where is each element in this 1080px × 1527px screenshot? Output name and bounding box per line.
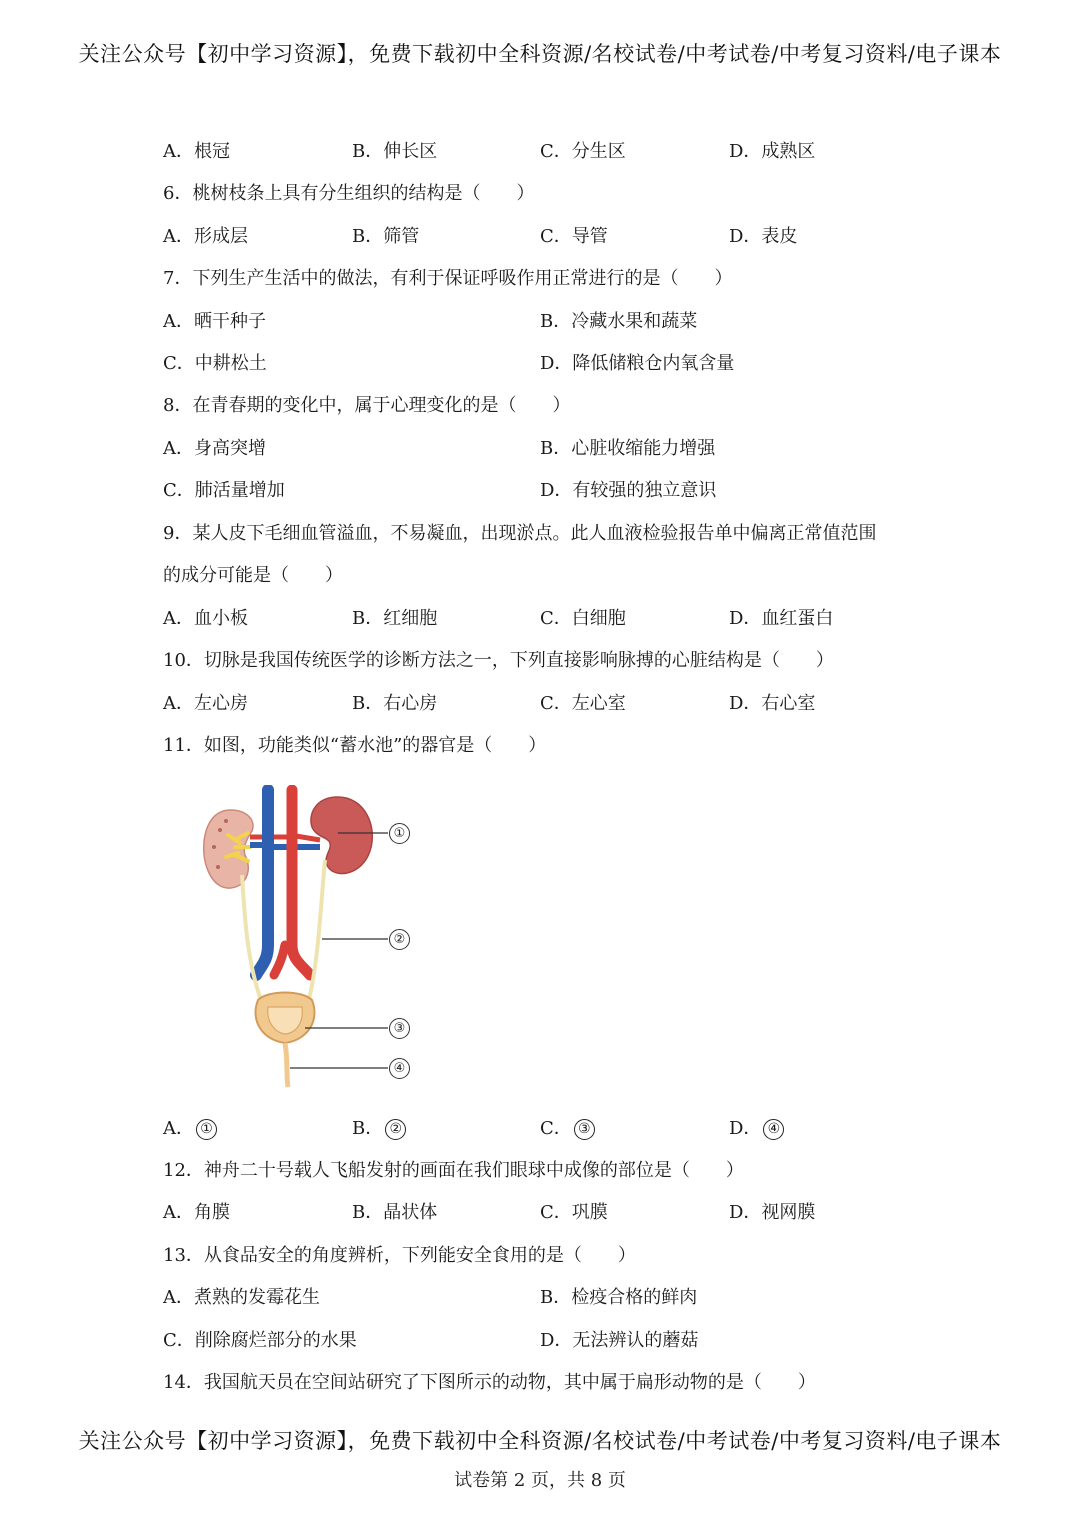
q9-option-b: B．红细胞 [352,608,438,629]
q12-option-a: A．角膜 [163,1202,230,1223]
q13-option-d: D．无法辨认的蘑菇 [540,1330,699,1351]
figure-label-3: ③ [389,1018,410,1039]
q11-option-c [540,1117,595,1141]
q5-option-b: B．伸长区 [352,141,438,162]
q11-option-b [352,1117,406,1141]
q7-option-b: B．冷藏水果和蔬菜 [540,311,698,332]
q5-option-c: C．分生区 [540,141,626,162]
q10-option-d: D．右心室 [729,693,816,714]
q9-option-c: C．白细胞 [540,608,626,629]
q11-option-c-mark: ③ [574,1119,595,1140]
q12-option-c: C．巩膜 [540,1202,608,1223]
q6-option-b: B．筛管 [352,226,420,247]
page-footer: 试卷第 2 页，共 8 页 [454,1470,626,1491]
q9-stem-line2: 的成分可能是（ ） [163,565,343,586]
q13-option-b: B．检疫合格的鲜肉 [540,1287,698,1308]
q13-stem: 13．从食品安全的角度辨析，下列能安全食用的是（ ） [163,1245,636,1266]
figure-label-2: ② [389,929,410,950]
q12-option-b: B．晶状体 [352,1202,438,1223]
q7-option-c: C．中耕松土 [163,353,267,374]
top-banner: 关注公众号【初中学习资源】，免费下载初中全科资源/名校试卷/中考试卷/中考复习资料/电子课本 [78,42,1002,66]
q8-option-b: B．心脏收缩能力增强 [540,438,716,459]
q6-option-d: D．表皮 [729,226,798,247]
urinary-system-figure [190,785,420,1090]
q5-option-a: A．根冠 [163,141,230,162]
q14-stem: 14．我国航天员在空间站研究了下图所示的动物，其中属于扁形动物的是（ ） [163,1372,816,1393]
q6-option-c: C．导管 [540,226,608,247]
q7-stem: 7．下列生产生活中的做法，有利于保证呼吸作用正常进行的是（ ） [163,268,733,289]
q9-stem-line1: 9．某人皮下毛细血管溢血，不易凝血，出现淤点。此人血液检验报告单中偏离正常值范围 [163,523,877,544]
q8-option-c: C．肺活量增加 [163,480,285,501]
q7-option-d: D．降低储粮仓内氧含量 [540,353,735,374]
q13-option-a: A．煮熟的发霉花生 [163,1287,320,1308]
q11-option-a [163,1117,217,1141]
q10-option-b: B．右心房 [352,693,438,714]
q9-option-d: D．血红蛋白 [729,608,834,629]
q5-option-d: D．成熟区 [729,141,816,162]
q11-option-b-mark: ② [385,1119,406,1140]
q11-stem: 11．如图，功能类似“蓄水池”的器官是（ ） [163,735,547,756]
q11-option-d-mark: ④ [763,1119,784,1140]
q7-option-a: A．晒干种子 [163,311,266,332]
q12-option-d: D．视网膜 [729,1202,816,1223]
figure-label-1: ① [389,823,410,844]
q6-stem: 6．桃树枝条上具有分生组织的结构是（ ） [163,183,535,204]
q8-option-a: A．身高突增 [163,438,266,459]
q8-stem: 8．在青春期的变化中，属于心理变化的是（ ） [163,395,571,416]
q10-stem: 10．切脉是我国传统医学的诊断方法之一，下列直接影响脉搏的心脏结构是（ ） [163,650,834,671]
q9-option-a: A．血小板 [163,608,248,629]
q11-option-c-letter: C． [540,1118,572,1139]
q6-option-a: A．形成层 [163,226,248,247]
q11-option-d [729,1117,784,1141]
bottom-banner: 关注公众号【初中学习资源】，免费下载初中全科资源/名校试卷/中考试卷/中考复习资料/电子课本 [78,1429,1002,1453]
q11-option-a-letter: A． [163,1118,194,1139]
figure-label-4: ④ [389,1058,410,1079]
q11-option-b-letter: B． [352,1118,384,1139]
q13-option-c: C．削除腐烂部分的水果 [163,1330,357,1351]
q10-option-c: C．左心室 [540,693,626,714]
q11-option-d-letter: D． [729,1118,762,1139]
q8-option-d: D．有较强的独立意识 [540,480,717,501]
q10-option-a: A．左心房 [163,693,248,714]
q11-option-a-mark: ① [196,1119,217,1140]
q12-stem: 12．神舟二十号载人飞船发射的画面在我们眼球中成像的部位是（ ） [163,1160,744,1181]
urinary-system-illustration [190,785,420,1090]
